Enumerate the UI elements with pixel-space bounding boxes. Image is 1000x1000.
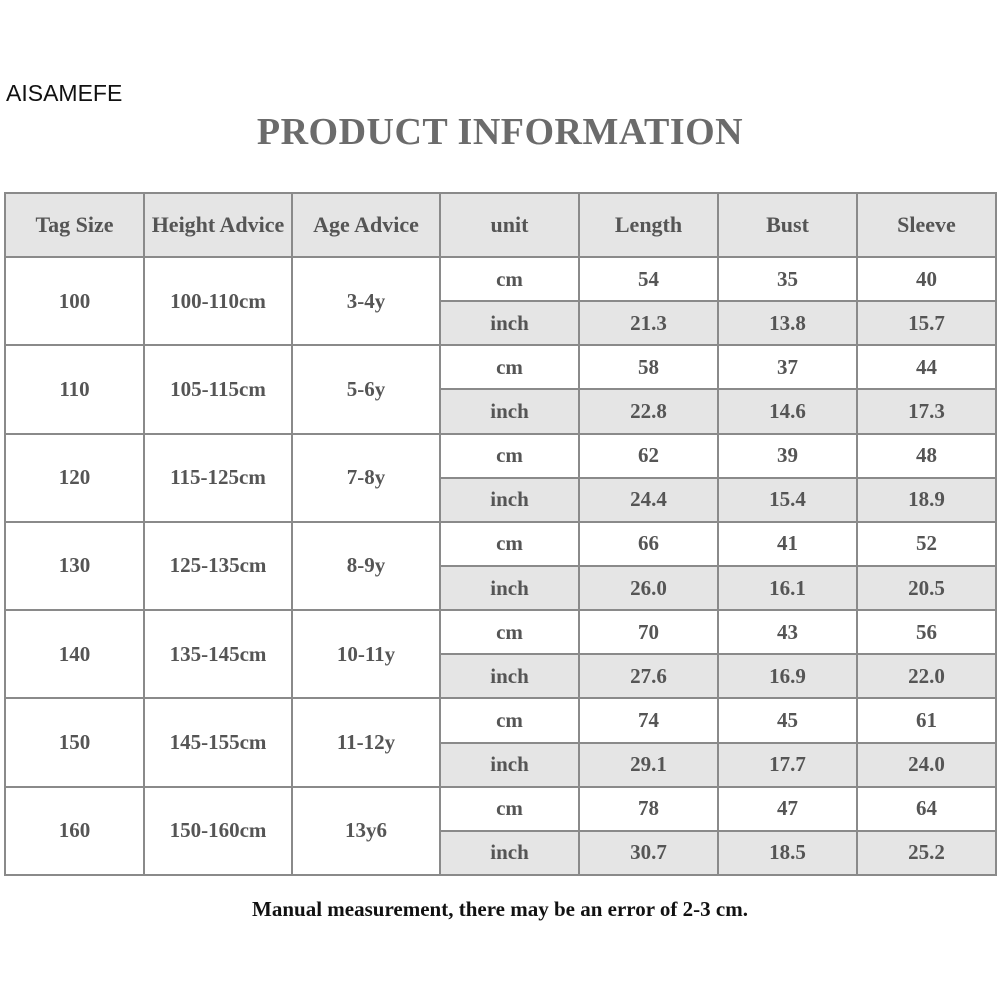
height-advice-cell: 150-160cm [144, 787, 292, 875]
sleeve-cell: 17.3 [857, 389, 996, 433]
unit-cell: inch [440, 389, 579, 433]
age-advice-cell: 11-12y [292, 698, 440, 786]
length-cell: 26.0 [579, 566, 718, 610]
length-cell: 58 [579, 345, 718, 389]
unit-cell: inch [440, 566, 579, 610]
length-cell: 29.1 [579, 743, 718, 787]
bust-cell: 47 [718, 787, 857, 831]
height-advice-cell: 125-135cm [144, 522, 292, 610]
header-height-advice: Height Advice [144, 193, 292, 257]
height-advice-cell: 115-125cm [144, 434, 292, 522]
bust-cell: 16.1 [718, 566, 857, 610]
bust-cell: 45 [718, 698, 857, 742]
header-length: Length [579, 193, 718, 257]
table-row [5, 345, 996, 389]
sleeve-cell: 52 [857, 522, 996, 566]
unit-cell: cm [440, 345, 579, 389]
length-cell: 62 [579, 434, 718, 478]
length-cell: 66 [579, 522, 718, 566]
height-advice-cell: 105-115cm [144, 345, 292, 433]
height-advice-cell: 135-145cm [144, 610, 292, 698]
bust-cell: 16.9 [718, 654, 857, 698]
sleeve-cell: 56 [857, 610, 996, 654]
tag-size-cell: 110 [5, 345, 144, 433]
table-header-row [5, 193, 996, 257]
measurement-note: Manual measurement, there may be an error of 2-3 cm. [252, 897, 748, 921]
table-row [5, 257, 996, 301]
header-bust: Bust [718, 193, 857, 257]
length-cell: 54 [579, 257, 718, 301]
height-advice-cell: 145-155cm [144, 698, 292, 786]
brand-name: AISAMEFE [6, 80, 123, 106]
header-unit: unit [440, 193, 579, 257]
bust-cell: 18.5 [718, 831, 857, 875]
table-row [5, 434, 996, 478]
sleeve-cell: 24.0 [857, 743, 996, 787]
unit-cell: cm [440, 610, 579, 654]
age-advice-cell: 10-11y [292, 610, 440, 698]
unit-cell: cm [440, 434, 579, 478]
length-cell: 74 [579, 698, 718, 742]
unit-cell: cm [440, 257, 579, 301]
length-cell: 21.3 [579, 301, 718, 345]
bust-cell: 17.7 [718, 743, 857, 787]
table-row [5, 610, 996, 654]
bust-cell: 14.6 [718, 389, 857, 433]
sleeve-cell: 40 [857, 257, 996, 301]
table-row [5, 698, 996, 742]
unit-cell: inch [440, 743, 579, 787]
sleeve-cell: 61 [857, 698, 996, 742]
bust-cell: 35 [718, 257, 857, 301]
header-tag-size: Tag Size [5, 193, 144, 257]
header-sleeve: Sleeve [857, 193, 996, 257]
bust-cell: 37 [718, 345, 857, 389]
sleeve-cell: 25.2 [857, 831, 996, 875]
size-table [4, 192, 997, 876]
table-row [5, 522, 996, 566]
age-advice-cell: 8-9y [292, 522, 440, 610]
header-age-advice: Age Advice [292, 193, 440, 257]
sleeve-cell: 64 [857, 787, 996, 831]
unit-cell: cm [440, 698, 579, 742]
unit-cell: inch [440, 654, 579, 698]
unit-cell: cm [440, 522, 579, 566]
length-cell: 22.8 [579, 389, 718, 433]
bust-cell: 43 [718, 610, 857, 654]
bust-cell: 41 [718, 522, 857, 566]
tag-size-cell: 150 [5, 698, 144, 786]
unit-cell: cm [440, 787, 579, 831]
tag-size-cell: 100 [5, 257, 144, 345]
age-advice-cell: 3-4y [292, 257, 440, 345]
age-advice-cell: 13y6 [292, 787, 440, 875]
age-advice-cell: 7-8y [292, 434, 440, 522]
bust-cell: 15.4 [718, 478, 857, 522]
sleeve-cell: 44 [857, 345, 996, 389]
sleeve-cell: 22.0 [857, 654, 996, 698]
height-advice-cell: 100-110cm [144, 257, 292, 345]
sleeve-cell: 15.7 [857, 301, 996, 345]
bust-cell: 39 [718, 434, 857, 478]
sleeve-cell: 48 [857, 434, 996, 478]
sleeve-cell: 20.5 [857, 566, 996, 610]
tag-size-cell: 120 [5, 434, 144, 522]
age-advice-cell: 5-6y [292, 345, 440, 433]
unit-cell: inch [440, 478, 579, 522]
unit-cell: inch [440, 831, 579, 875]
sleeve-cell: 18.9 [857, 478, 996, 522]
length-cell: 27.6 [579, 654, 718, 698]
length-cell: 24.4 [579, 478, 718, 522]
bust-cell: 13.8 [718, 301, 857, 345]
length-cell: 30.7 [579, 831, 718, 875]
length-cell: 78 [579, 787, 718, 831]
tag-size-cell: 130 [5, 522, 144, 610]
unit-cell: inch [440, 301, 579, 345]
tag-size-cell: 160 [5, 787, 144, 875]
length-cell: 70 [579, 610, 718, 654]
table-row [5, 787, 996, 831]
tag-size-cell: 140 [5, 610, 144, 698]
page-title: PRODUCT INFORMATION [256, 111, 744, 153]
